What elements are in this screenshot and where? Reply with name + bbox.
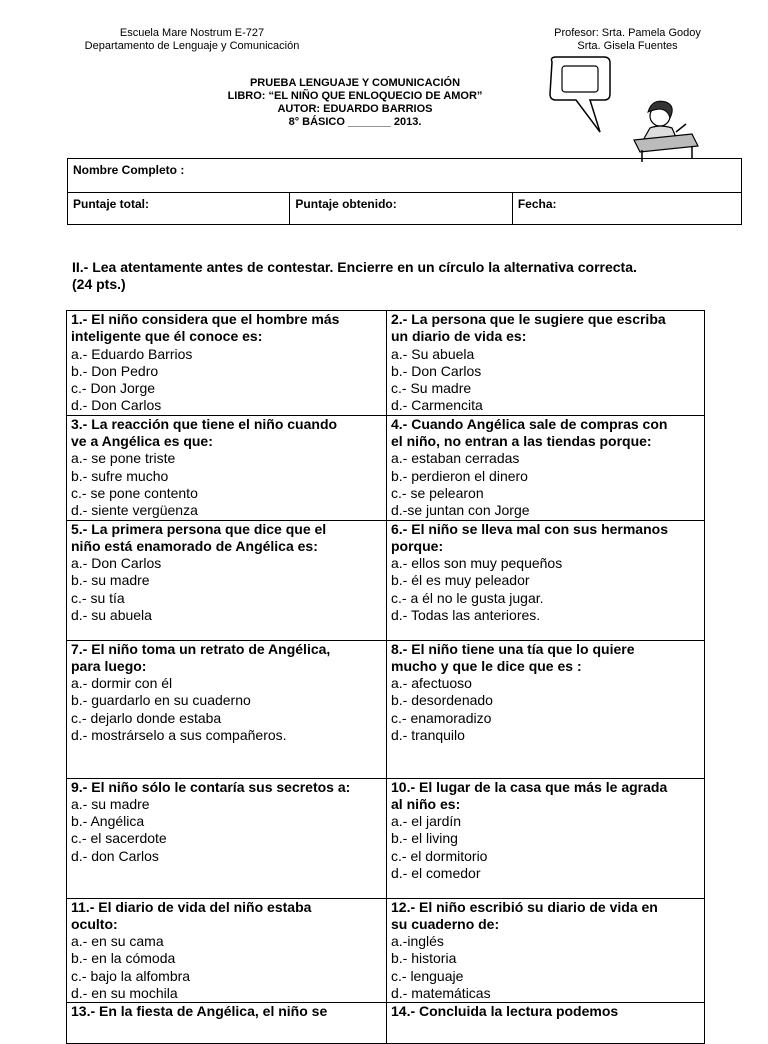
option-c[interactable]: c.- Su madre — [391, 380, 472, 397]
question-8 — [387, 640, 705, 778]
question-text: 9.- El niño sólo le contaría sus secretos a: — [71, 778, 351, 795]
question-text: para luego: — [71, 657, 147, 674]
name-field[interactable] — [68, 159, 742, 193]
option-a[interactable]: a.- estaban cerradas — [391, 450, 520, 467]
total-score-label: Puntaje total: — [73, 197, 150, 211]
department-name: Departamento de Lenguaje y Comunicación — [84, 40, 300, 52]
question-text: 10.- El lugar de la casa que más le agrada — [391, 778, 668, 795]
option-d[interactable]: d.- su abuela — [71, 607, 152, 624]
question-5 — [67, 520, 387, 640]
questions-table — [66, 310, 705, 1044]
option-b[interactable]: b.- en la cómoda — [71, 950, 176, 967]
question-row — [67, 1003, 705, 1044]
option-d[interactable]: d.- matemáticas — [391, 985, 491, 1002]
question-text: el niño, no entran a las tiendas porque: — [391, 433, 652, 450]
option-d[interactable]: d.- don Carlos — [71, 847, 159, 864]
option-d[interactable]: d.- el comedor — [391, 865, 481, 882]
question-row — [67, 311, 705, 416]
title-line-4: 8° BÁSICO _______ 2013. — [288, 116, 422, 128]
option-a[interactable]: a.- su madre — [71, 795, 150, 812]
option-a[interactable]: a.-inglés — [391, 933, 444, 950]
question-6 — [387, 520, 705, 640]
question-text: niño está enamorado de Angélica es: — [71, 537, 318, 554]
instructions-points: (24 pts.) — [72, 276, 126, 292]
option-c[interactable]: c.- Don Jorge — [71, 380, 156, 397]
option-d[interactable]: d.-se juntan con Jorge — [391, 502, 530, 519]
option-a[interactable]: a.- se pone triste — [71, 450, 176, 467]
question-text: 13.- En la fiesta de Angélica, el niño se — [71, 1003, 328, 1020]
question-text: 5.- La primera persona que dice que el — [71, 520, 327, 537]
question-10 — [387, 778, 705, 898]
option-a[interactable]: a.- Don Carlos — [71, 555, 162, 572]
option-c[interactable]: c.- enamoradizo — [391, 709, 492, 726]
option-c[interactable]: c.- se pone contento — [71, 484, 198, 501]
option-c[interactable]: c.- se pelearon — [391, 484, 484, 501]
option-d[interactable]: d.- mostrárselo a sus compañeros. — [71, 727, 287, 744]
question-text: inteligente que él conoce es: — [71, 328, 263, 345]
option-c[interactable]: c.- dejarlo donde estaba — [71, 709, 222, 726]
student-writing-illustration — [542, 54, 702, 164]
question-text: ve a Angélica es que: — [71, 433, 213, 450]
question-text: 14.- Concluida la lectura podemos — [391, 1003, 619, 1020]
option-a[interactable]: a.- el jardín — [391, 813, 462, 830]
question-row — [67, 898, 705, 1003]
question-2 — [387, 311, 705, 416]
option-c[interactable]: c.- el dormitorio — [391, 847, 488, 864]
question-text: 1.- El niño considera que el hombre más — [71, 311, 340, 327]
question-7 — [67, 640, 387, 778]
question-9 — [67, 778, 387, 898]
option-d[interactable]: d.- tranquilo — [391, 727, 465, 744]
option-b[interactable]: b.- Don Carlos — [391, 362, 482, 379]
option-c[interactable]: c.- bajo la alfombra — [71, 967, 191, 984]
question-12 — [387, 898, 705, 1003]
question-text: un diario de vida es: — [391, 328, 527, 345]
question-row — [67, 640, 705, 778]
option-b[interactable]: b.- él es muy peleador — [391, 572, 530, 589]
option-d[interactable]: d.- Carmencita — [391, 397, 483, 414]
teacher-header — [525, 27, 730, 53]
test-title — [195, 77, 515, 129]
total-score-field[interactable] — [68, 193, 290, 225]
option-b[interactable]: b.- Angélica — [71, 813, 145, 830]
question-text: 6.- El niño se lleva mal con sus hermanos — [391, 520, 668, 537]
question-3 — [67, 415, 387, 520]
school-header — [72, 27, 312, 53]
teacher-name-2: Srta. Gisela Fuentes — [577, 40, 678, 52]
question-text: 7.- El niño toma un retrato de Angélica, — [71, 640, 331, 657]
obtained-score-label: Puntaje obtenido: — [295, 197, 397, 211]
question-1 — [67, 311, 387, 416]
option-a[interactable]: a.- ellos son muy pequeños — [391, 555, 563, 572]
question-text: 11.- El diario de vida del niño estaba — [71, 898, 312, 915]
option-b[interactable]: b.- Don Pedro — [71, 362, 159, 379]
title-line-1: PRUEBA LENGUAJE Y COMUNICACIÓN — [249, 77, 461, 89]
teacher-name-1: Profesor: Srta. Pamela Godoy — [554, 27, 701, 39]
option-c[interactable]: c.- su tía — [71, 589, 125, 606]
title-line-2: LIBRO: “EL NIÑO QUE ENLOQUECIO DE AMOR” — [227, 90, 483, 102]
question-row — [67, 415, 705, 520]
option-c[interactable]: c.- el sacerdote — [71, 830, 167, 847]
question-text: 2.- La persona que le sugiere que escriba — [391, 311, 666, 327]
school-name: Escuela Mare Nostrum E-727 — [119, 27, 265, 39]
instructions — [72, 259, 722, 293]
option-d[interactable]: d.- Don Carlos — [71, 397, 162, 414]
option-b[interactable]: b.- sufre mucho — [71, 467, 169, 484]
question-text: 4.- Cuando Angélica sale de compras con — [391, 415, 668, 432]
question-text: su cuaderno de: — [391, 915, 500, 932]
option-d[interactable]: d.- en su mochila — [71, 985, 178, 1002]
question-11 — [67, 898, 387, 1003]
question-row — [67, 778, 705, 898]
question-text: 12.- El niño escribió su diario de vida en — [391, 898, 658, 915]
question-text: al niño es: — [391, 795, 461, 812]
question-row — [67, 520, 705, 640]
option-d[interactable]: d.- Todas las anteriores. — [391, 607, 541, 624]
date-label: Fecha: — [517, 197, 557, 211]
question-text: mucho y que le dice que es : — [391, 657, 582, 674]
question-text: 8.- El niño tiene una tía que lo quiere — [391, 640, 635, 657]
obtained-score-field[interactable] — [290, 193, 512, 225]
option-a[interactable]: a.- dormir con él — [71, 675, 173, 692]
question-13 — [67, 1003, 387, 1044]
option-a[interactable]: a.- Su abuela — [391, 345, 475, 362]
name-label: Nombre Completo : — [73, 163, 185, 177]
option-b[interactable]: b.- historia — [391, 950, 457, 967]
option-b[interactable]: b.- guardarlo en su cuaderno — [71, 692, 251, 709]
option-a[interactable]: a.- afectuoso — [391, 675, 472, 692]
question-text: 3.- La reacción que tiene el niño cuando — [71, 415, 338, 432]
option-b[interactable]: b.- el living — [391, 830, 458, 847]
option-b[interactable]: b.- su madre — [71, 572, 150, 589]
title-line-3: AUTOR: EDUARDO BARRIOS — [277, 103, 433, 115]
option-d[interactable]: d.- siente vergüenza — [71, 502, 198, 519]
option-b[interactable]: b.- perdieron el dinero — [391, 467, 528, 484]
question-text: oculto: — [71, 915, 118, 932]
question-14 — [387, 1003, 705, 1044]
question-4 — [387, 415, 705, 520]
option-c[interactable]: c.- a él no le gusta jugar. — [391, 589, 544, 606]
instructions-text: II.- Lea atentamente antes de contestar. Encierre en un círculo la alternativa correcta. — [72, 259, 637, 275]
option-a[interactable]: a.- Eduardo Barrios — [71, 345, 193, 362]
option-b[interactable]: b.- desordenado — [391, 692, 493, 709]
student-info-form — [67, 158, 742, 225]
option-a[interactable]: a.- en su cama — [71, 933, 164, 950]
question-text: porque: — [391, 537, 444, 554]
option-c[interactable]: c.- lenguaje — [391, 967, 464, 984]
date-field[interactable] — [512, 193, 741, 225]
